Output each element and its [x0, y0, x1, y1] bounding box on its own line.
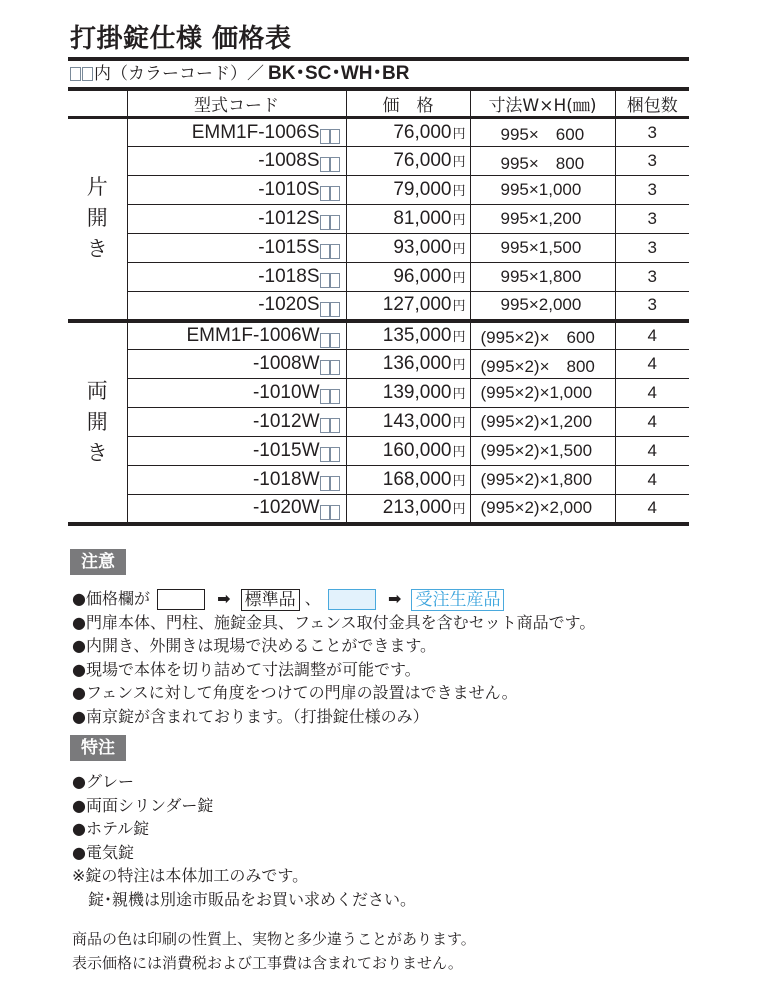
pack-count-cell: 3 [615, 147, 689, 176]
dimension-cell: (995×2)× 800 [470, 350, 615, 379]
price-cell: 76,000円 [346, 118, 470, 147]
table-row [68, 205, 689, 234]
caution-label: 注意 [70, 549, 126, 575]
model-code-cell: -1020W [127, 495, 346, 524]
color-code-placeholder-boxes [320, 502, 340, 524]
table-row [68, 437, 689, 466]
caution-item: ●現場で本体を切り詰めて寸法調整が可能です。 [72, 659, 421, 679]
caution-item: ●内開き、外開きは現場で決めることができます。 [72, 636, 437, 655]
price-cell: 136,000円 [346, 350, 470, 379]
caution-notes [72, 587, 595, 728]
color-code-line [70, 61, 409, 87]
table-row [68, 147, 689, 176]
price-cell: 135,000円 [346, 321, 470, 350]
price-table [68, 87, 689, 526]
caution-item: ●南京錠が含まれております。（打掛錠仕様のみ） [72, 706, 429, 726]
header-model-code: 型式コード [127, 89, 346, 118]
dimension-cell: (995×2)×1,200 [470, 408, 615, 437]
dimension-cell: 995×1,000 [470, 176, 615, 205]
pack-count-cell: 3 [615, 118, 689, 147]
price-cell: 93,000円 [346, 234, 470, 263]
special-order-note: 錠･親機は別途市販品をお買い求めください。 [72, 889, 417, 909]
price-cell: 139,000円 [346, 379, 470, 408]
color-code-placeholder-boxes [320, 444, 340, 466]
special-order-item: ●電気錠 [72, 842, 134, 862]
price-cell: 96,000円 [346, 263, 470, 292]
color-code-placeholder-boxes [320, 357, 340, 379]
table-row [68, 263, 689, 292]
color-code-placeholder-boxes [320, 154, 340, 176]
header-price: 価 格 [346, 89, 470, 118]
model-code-cell: -1018W [127, 466, 346, 495]
price-cell: 160,000円 [346, 437, 470, 466]
special-order-item: ●ホテル錠 [72, 819, 150, 838]
footer-notes [72, 927, 476, 975]
table-row [68, 321, 689, 350]
special-order-label: 特注 [70, 735, 126, 761]
color-code-placeholder-boxes [320, 415, 340, 437]
table-row [68, 379, 689, 408]
color-codes: BK･SC･WH･BR [268, 63, 410, 84]
pack-count-cell: 3 [615, 205, 689, 234]
color-code-placeholder-boxes [70, 61, 94, 87]
color-code-placeholder-boxes [320, 126, 340, 148]
dimension-cell: 995×1,200 [470, 205, 615, 234]
footer-line: 商品の色は印刷の性質上、実物と多少違うことがあります。 [72, 930, 476, 948]
table-row [68, 466, 689, 495]
model-code-cell: -1010W [127, 379, 346, 408]
group-label: 片 開 き [68, 118, 127, 321]
header-group [68, 89, 127, 118]
pack-count-cell: 3 [615, 176, 689, 205]
color-code-placeholder-boxes [320, 473, 340, 495]
price-cell: 143,000円 [346, 408, 470, 437]
arrow-right-icon: ➡ [217, 589, 231, 608]
special-order-note: ※錠の特注は本体加工のみです。 [72, 866, 309, 885]
table-row [68, 408, 689, 437]
header-pack-count: 梱包数 [615, 89, 689, 118]
price-cell: 76,000円 [346, 147, 470, 176]
dimension-cell: 995× 600 [470, 118, 615, 147]
arrow-right-icon: ➡ [387, 589, 402, 608]
dimension-cell: (995×2)×1,000 [470, 379, 615, 408]
price-cell: 168,000円 [346, 466, 470, 495]
pack-count-cell: 3 [615, 292, 689, 321]
made-to-order-swatch [328, 589, 376, 610]
standard-product-label: 標準品 [241, 589, 300, 611]
pack-count-cell: 4 [615, 321, 689, 350]
made-to-order-label: 受注生産品 [411, 589, 504, 611]
price-cell: 79,000円 [346, 176, 470, 205]
color-code-placeholder-boxes [320, 270, 340, 292]
table-row [68, 176, 689, 205]
price-cell: 213,000円 [346, 495, 470, 524]
pack-count-cell: 4 [615, 350, 689, 379]
pack-count-cell: 4 [615, 466, 689, 495]
model-code-cell: -1012S [127, 205, 346, 234]
model-code-cell: -1018S [127, 263, 346, 292]
color-code-prefix: 内（カラーコード）／ [94, 64, 264, 84]
dimension-cell: 995×1,800 [470, 263, 615, 292]
price-cell: 81,000円 [346, 205, 470, 234]
table-row [68, 350, 689, 379]
model-code-cell: EMM1F-1006S [127, 118, 346, 147]
dimension-cell: 995×2,000 [470, 292, 615, 321]
header-dimensions: 寸法W×H(㎜) [470, 89, 615, 118]
price-legend: ●価格欄が ➡ 標準品 、 ➡ 受注生産品 [72, 587, 595, 611]
dimension-cell: (995×2)× 600 [470, 321, 615, 350]
dimension-cell: (995×2)×1,800 [470, 466, 615, 495]
footer-line: 表示価格には消費税および工事費は含まれておりません。 [72, 954, 463, 972]
color-code-placeholder-boxes [320, 241, 340, 263]
model-code-cell: -1012W [127, 408, 346, 437]
color-code-placeholder-boxes [320, 183, 340, 205]
color-code-placeholder-boxes [320, 386, 340, 408]
pack-count-cell: 4 [615, 437, 689, 466]
special-order-notes [72, 770, 416, 911]
pack-count-cell: 4 [615, 495, 689, 524]
standard-swatch [157, 589, 205, 610]
group-label: 両 開 き [68, 321, 127, 524]
color-code-placeholder-boxes [320, 212, 340, 234]
dimension-cell: 995×1,500 [470, 234, 615, 263]
dimension-cell: (995×2)×1,500 [470, 437, 615, 466]
pack-count-cell: 4 [615, 408, 689, 437]
special-order-item: ●両面シリンダー錠 [72, 795, 214, 815]
caution-item: ●フェンスに対して角度をつけての門扉の設置はできません。 [72, 683, 518, 702]
model-code-cell: -1010S [127, 176, 346, 205]
table-row [68, 234, 689, 263]
pack-count-cell: 3 [615, 234, 689, 263]
pack-count-cell: 3 [615, 263, 689, 292]
model-code-cell: -1008S [127, 147, 346, 176]
page-title: 打掛錠仕様 価格表 [70, 24, 292, 54]
table-header-row [68, 89, 689, 118]
model-code-cell: EMM1F-1006W [127, 321, 346, 350]
dimension-cell: 995× 800 [470, 147, 615, 176]
color-code-placeholder-boxes [320, 299, 340, 321]
table-row [68, 495, 689, 524]
price-cell: 127,000円 [346, 292, 470, 321]
model-code-cell: -1015W [127, 437, 346, 466]
model-code-cell: -1020S [127, 292, 346, 321]
color-code-placeholder-boxes [320, 330, 340, 352]
dimension-cell: (995×2)×2,000 [470, 495, 615, 524]
table-row [68, 118, 689, 147]
table-row [68, 292, 689, 321]
model-code-cell: -1008W [127, 350, 346, 379]
caution-item: ●門扉本体、門柱、施錠金具、フェンス取付金具を含むセット商品です。 [72, 612, 596, 632]
model-code-cell: -1015S [127, 234, 346, 263]
pack-count-cell: 4 [615, 379, 689, 408]
special-order-item: ●グレー [72, 772, 134, 791]
